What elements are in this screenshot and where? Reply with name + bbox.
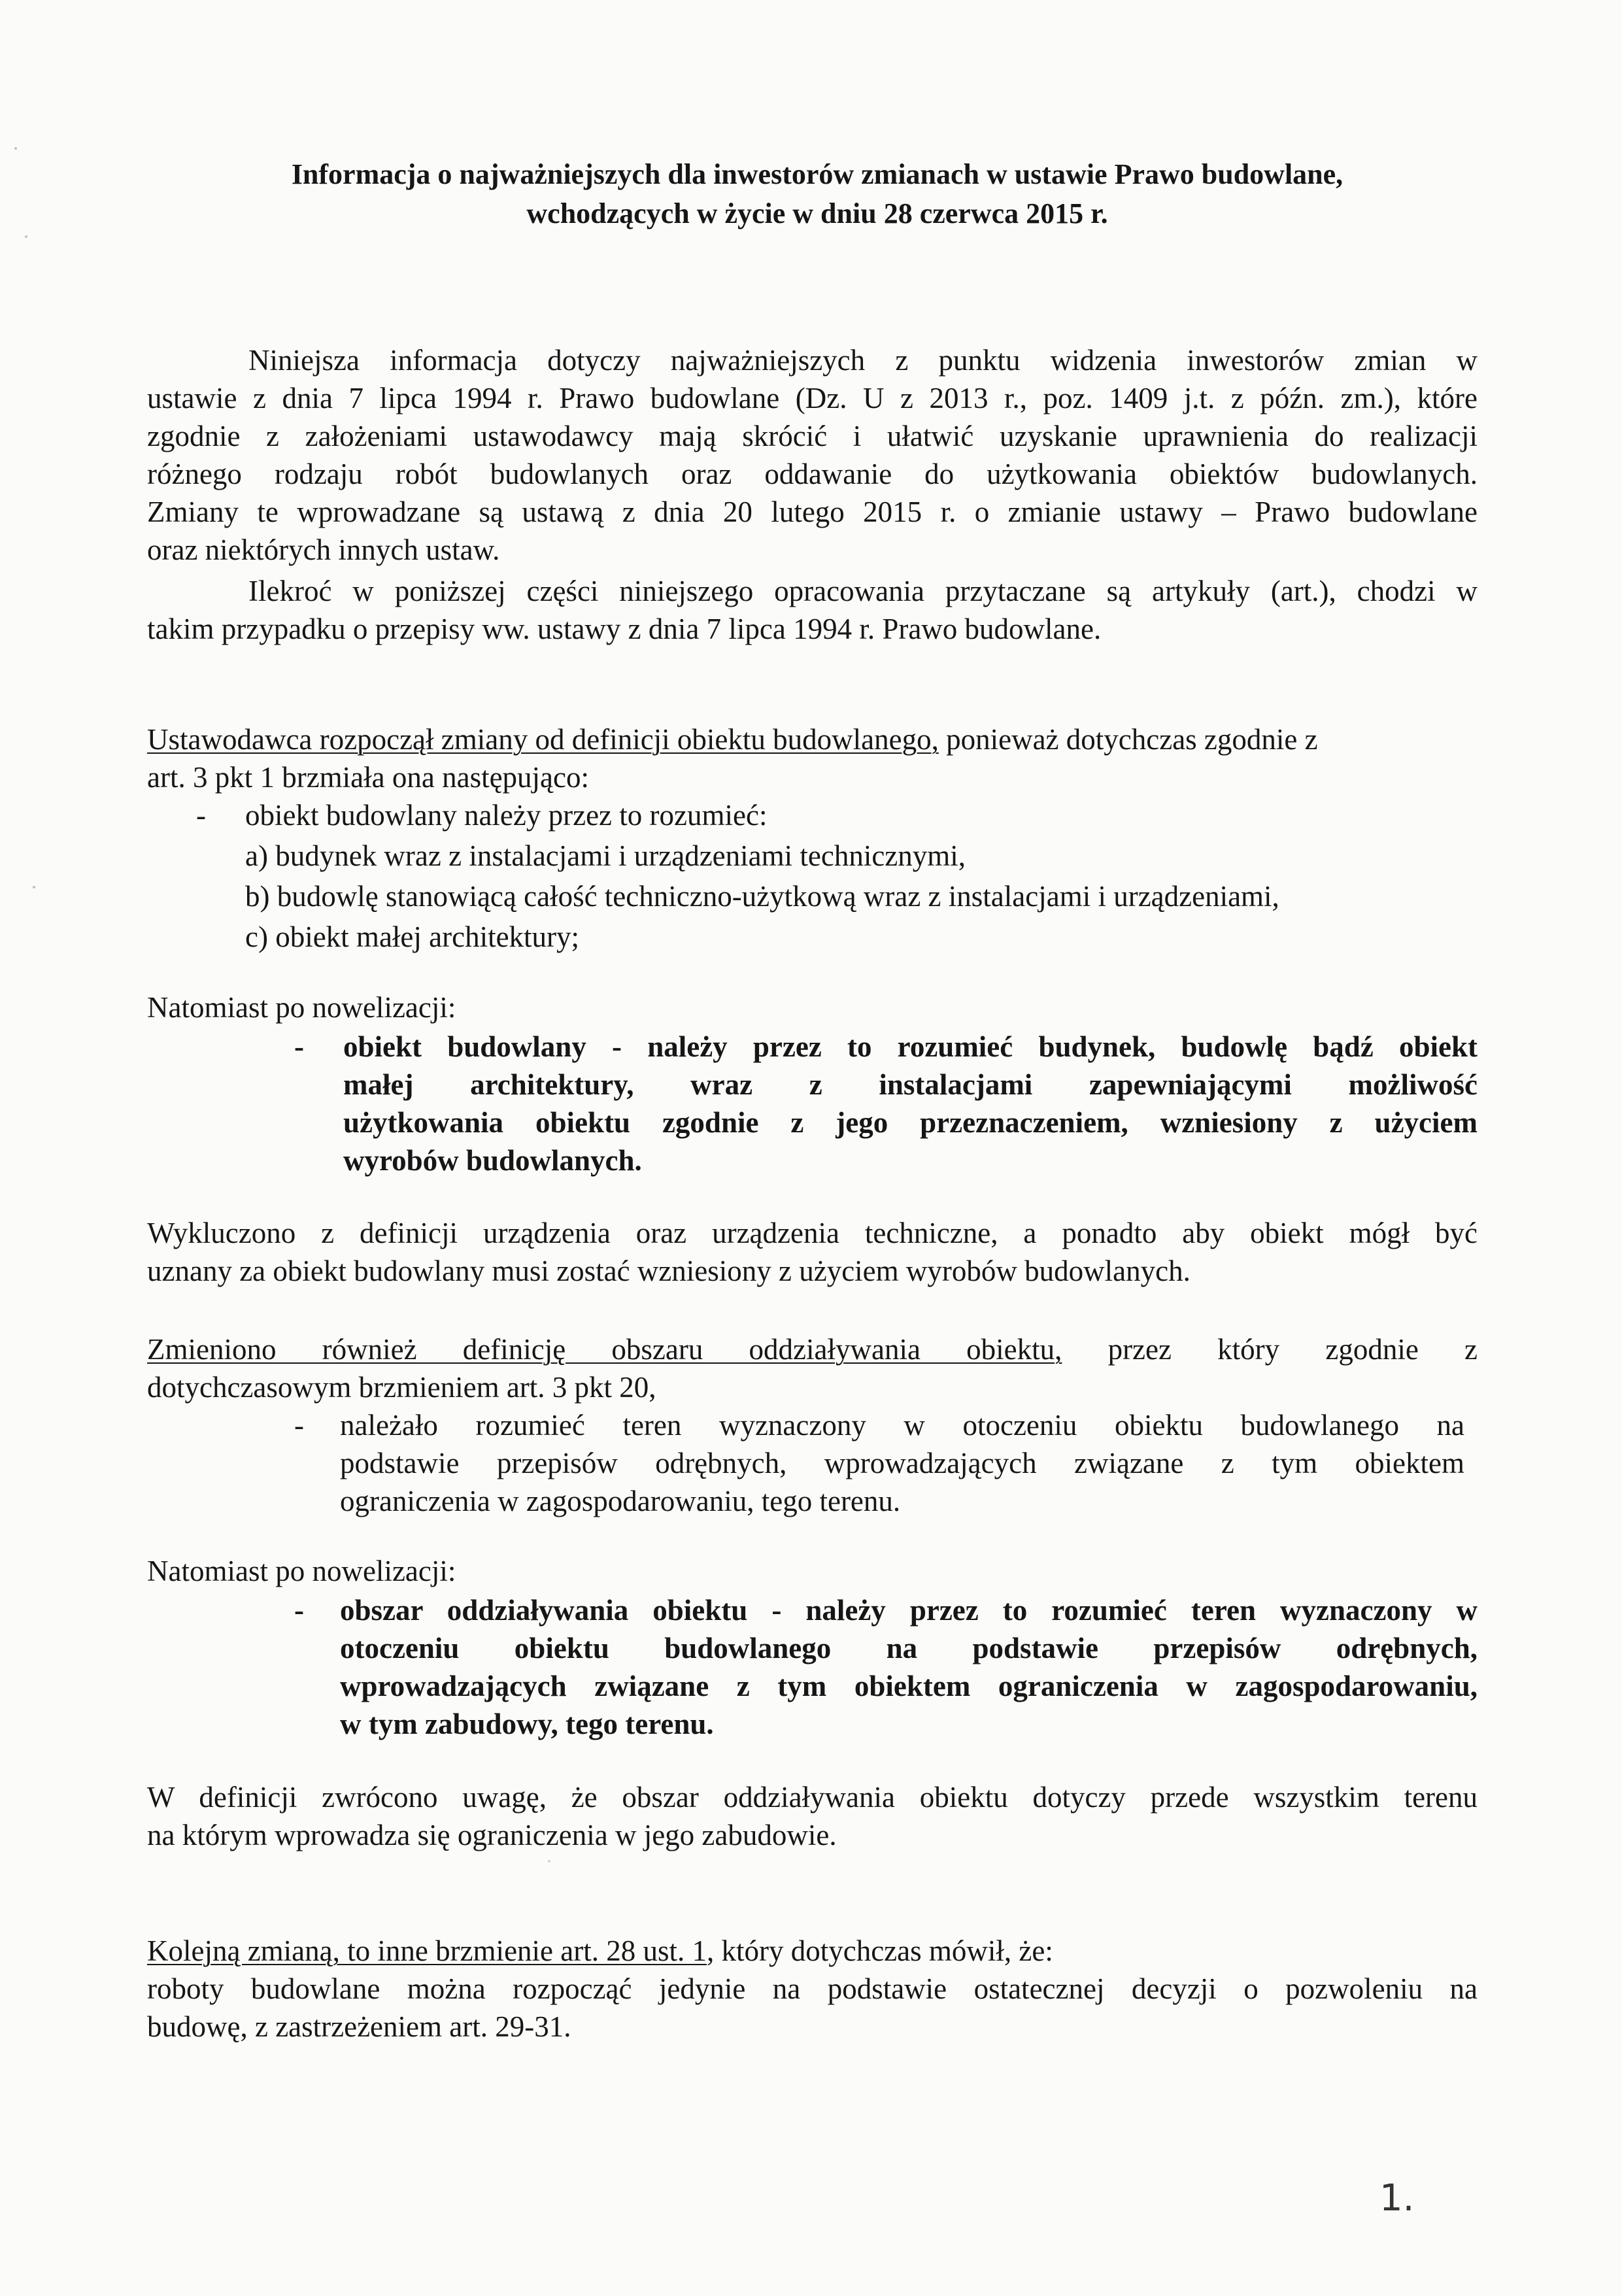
section2-old-def-line-1: należało rozumieć teren wyznaczony w otoczeniu obiektu budowlanego na bbox=[340, 1409, 1464, 1442]
section1-new-def-line-3: użytkowania obiektu zgodnie z jego przeznaczeniem, wzniesiony z użyciem bbox=[343, 1106, 1478, 1139]
section1-comment-line-1: Wykluczono z definicji urządzenia oraz urządzenia techniczne, a ponadto aby obiekt mógł być bbox=[147, 1217, 1478, 1249]
section1-item-b: b) budowlę stanowiącą całość techniczno-użytkową wraz z instalacjami i urządzeniami, bbox=[245, 880, 1279, 913]
intro-line-1: Niniejsza informacja dotyczy najważniejszych z punktu widzenia inwestorów zmian w bbox=[248, 344, 1478, 377]
intro-line-6: oraz niektórych innych ustaw. bbox=[147, 533, 500, 566]
bullet-dash: - bbox=[294, 1409, 304, 1442]
intro-line-5: Zmiany te wprowadzane są ustawą z dnia 20 lutego 2015 r. o zmianie ustawy – Prawo budowlane bbox=[147, 496, 1478, 528]
intro-line-3: zgodnie z założeniami ustawodawcy mają skrócić i ułatwić uzyskanie uprawnienia do realizacji bbox=[147, 420, 1478, 452]
section2-after-label: Natomiast po nowelizacji: bbox=[147, 1555, 456, 1587]
section1-old-def-intro: obiekt budowlany należy przez to rozumieć: bbox=[245, 799, 768, 832]
scan-speck bbox=[548, 1860, 550, 1863]
intro-note-line-2: takim przypadku o przepisy ww. ustawy z dnia 7 lipca 1994 r. Prawo budowlane. bbox=[147, 613, 1102, 645]
section3-line-1: roboty budowlane można rozpocząć jedynie na podstawie ostatecznej decyzji o pozwoleniu na bbox=[147, 1972, 1478, 2005]
section1-new-def-line-2: małej architektury, wraz z instalacjami zapewniającymi możliwość bbox=[343, 1068, 1478, 1101]
section1-item-a: a) budynek wraz z instalacjami i urządzeniami technicznymi, bbox=[245, 839, 966, 872]
section2-new-def-line-4: w tym zabudowy, tego terenu. bbox=[340, 1708, 714, 1740]
intro-line-2: ustawie z dnia 7 lipca 1994 r. Prawo budowlane (Dz. U z 2013 r., poz. 1409 j.t. z późn. zm.), które bbox=[147, 382, 1478, 414]
bullet-dash: - bbox=[294, 1030, 304, 1063]
scan-speck bbox=[25, 235, 27, 238]
section2-line-2: dotychczasowym brzmieniem art. 3 pkt 20, bbox=[147, 1371, 656, 1404]
section1-underlined-phrase: Ustawodawca rozpoczął zmiany od definicji obiektu budowlanego, bbox=[147, 723, 939, 756]
section3-line-2: budowę, z zastrzeżeniem art. 29-31. bbox=[147, 2010, 571, 2043]
bullet-dash: - bbox=[196, 799, 206, 832]
section2-new-def-line-3: wprowadzających związane z tym obiektem ograniczenia w zagospodarowaniu, bbox=[340, 1670, 1478, 1702]
scan-speck bbox=[14, 147, 17, 150]
document-title-line-1: Informacja o najważniejszych dla inwestorów zmianach w ustawie Prawo budowlane, bbox=[291, 158, 1343, 190]
document-title-line-2: wchodzących w życie w dniu 28 czerwca 2015 r. bbox=[526, 197, 1108, 229]
intro-note-line-1: Ilekroć w poniższej części niniejszego opracowania przytaczane są artykuły (art.), chodzi w bbox=[248, 575, 1478, 607]
section1-heading-line bbox=[147, 719, 1318, 760]
section2-heading-rest: przez który zgodnie z bbox=[1062, 1333, 1478, 1366]
intro-line-4: różnego rodzaju robót budowlanych oraz oddawanie do użytkowania obiektów budowlanych. bbox=[147, 458, 1478, 490]
section2-new-def-line-2: otoczeniu obiektu budowlanego na podstawie przepisów odrębnych, bbox=[340, 1632, 1478, 1664]
section1-new-def-line-4: wyrobów budowlanych. bbox=[343, 1144, 642, 1177]
section3-underlined-phrase: Kolejną zmianą, to inne brzmienie art. 28 ust. 1 bbox=[147, 1934, 707, 1967]
section2-heading-line bbox=[147, 1329, 1478, 1370]
section1-item-c: c) obiekt małej architektury; bbox=[245, 920, 580, 953]
section2-comment-line-2: na którym wprowadza się ograniczenia w jego zabudowie. bbox=[147, 1819, 837, 1851]
section1-comment-line-2: uznany za obiekt budowlany musi zostać wzniesiony z użyciem wyrobów budowlanych. bbox=[147, 1255, 1191, 1287]
section2-old-def-line-2: podstawie przepisów odrębnych, wprowadzających związane z tym obiektem bbox=[340, 1447, 1464, 1479]
bullet-dash: - bbox=[294, 1594, 304, 1627]
section1-new-def-line-1: obiekt budowlany - należy przez to rozumieć budynek, budowlę bądź obiekt bbox=[343, 1030, 1478, 1063]
section1-line-2: art. 3 pkt 1 brzmiała ona następująco: bbox=[147, 761, 590, 794]
section2-old-def-line-3: ograniczenia w zagospodarowaniu, tego terenu. bbox=[340, 1485, 901, 1517]
page-number: 1. bbox=[1379, 2177, 1415, 2220]
section1-heading-rest: ponieważ dotychczas zgodnie z bbox=[938, 723, 1318, 756]
section2-underlined-phrase: Zmieniono również definicję obszaru oddziaływania obiektu, bbox=[147, 1333, 1062, 1366]
section2-comment-line-1: W definicji zwrócono uwagę, że obszar oddziaływania obiektu dotyczy przede wszystkim terenu bbox=[147, 1781, 1478, 1814]
section3-heading-line bbox=[147, 1931, 1053, 1971]
section2-new-def-line-1: obszar oddziaływania obiektu - należy przez to rozumieć teren wyznaczony w bbox=[340, 1594, 1478, 1627]
section3-heading-rest: , który dotychczas mówił, że: bbox=[707, 1934, 1053, 1967]
section1-after-label: Natomiast po nowelizacji: bbox=[147, 991, 456, 1024]
scan-speck bbox=[33, 886, 35, 888]
